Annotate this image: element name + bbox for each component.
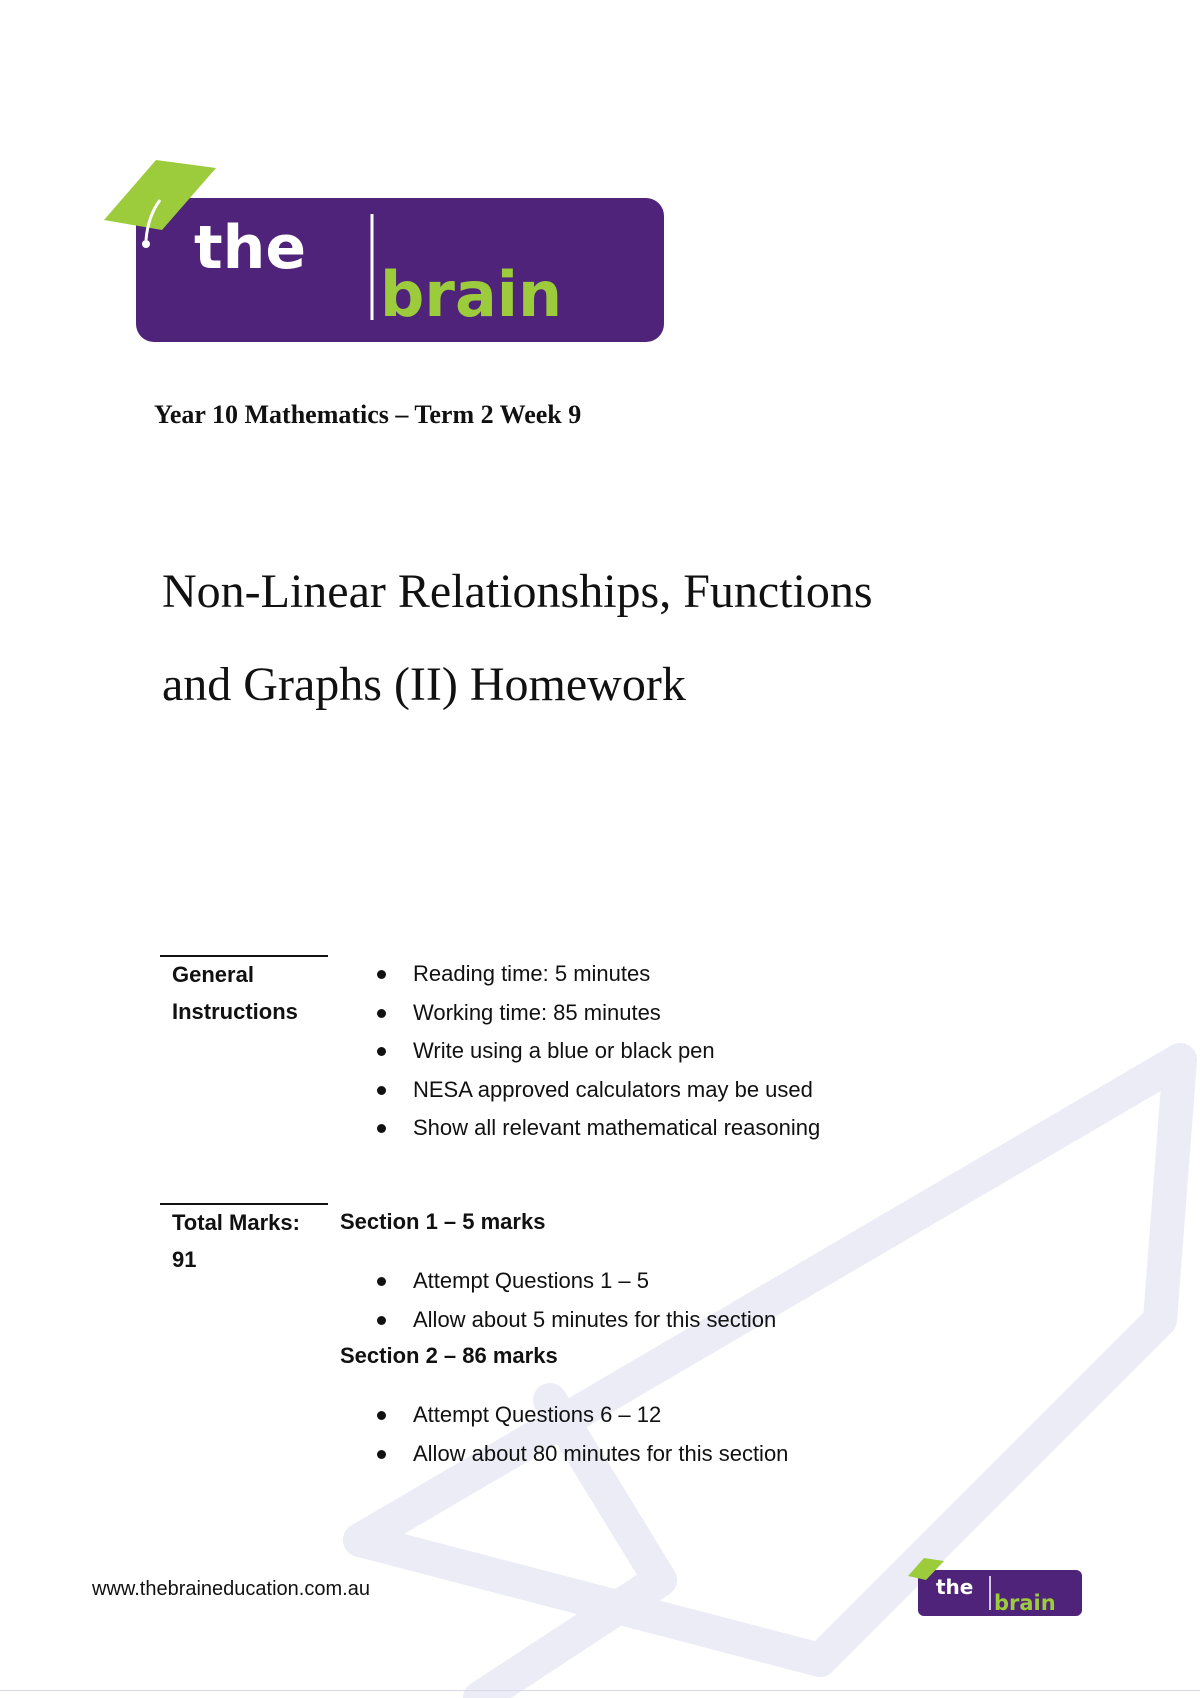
general-instructions-list [377,955,820,1148]
page-subtitle: Year 10 Mathematics – Term 2 Week 9 [154,400,582,429]
list-item: Working time: 85 minutes [377,994,820,1033]
footer-website-link[interactable]: www.thebraineducation.com.au [92,1578,370,1600]
footer-brand-logo [908,1558,1082,1618]
list-item: Write using a blue or black pen [377,1032,820,1071]
brand-logo [104,160,664,350]
section-2-heading: Section 2 – 86 marks [340,1343,558,1368]
title-line-2: and Graphs (II) Homework [162,658,686,711]
list-item: Allow about 80 minutes for this section [377,1435,788,1474]
list-item: Allow about 5 minutes for this section [377,1301,776,1340]
section-1-heading: Section 1 – 5 marks [340,1209,546,1234]
general-instructions-label: General Instructions [172,962,298,1024]
total-marks-label: Total Marks: 91 [172,1210,300,1272]
section-2-list [377,1396,788,1473]
page-bottom-divider [0,1690,1200,1691]
list-item: Reading time: 5 minutes [377,955,820,994]
logo-word-the: the [194,213,307,283]
footer-logo-word-brain: brain [994,1591,1056,1615]
list-item: Attempt Questions 6 – 12 [377,1396,788,1435]
title-line-1: Non-Linear Relationships, Functions [162,565,873,618]
page-title [162,545,1042,731]
logo-word-brain: brain [380,258,563,331]
list-item: Show all relevant mathematical reasoning [377,1109,820,1148]
list-item: Attempt Questions 1 – 5 [377,1262,776,1301]
section-1-list [377,1262,776,1339]
list-item: NESA approved calculators may be used [377,1071,820,1110]
footer-logo-word-the: the [936,1575,974,1599]
